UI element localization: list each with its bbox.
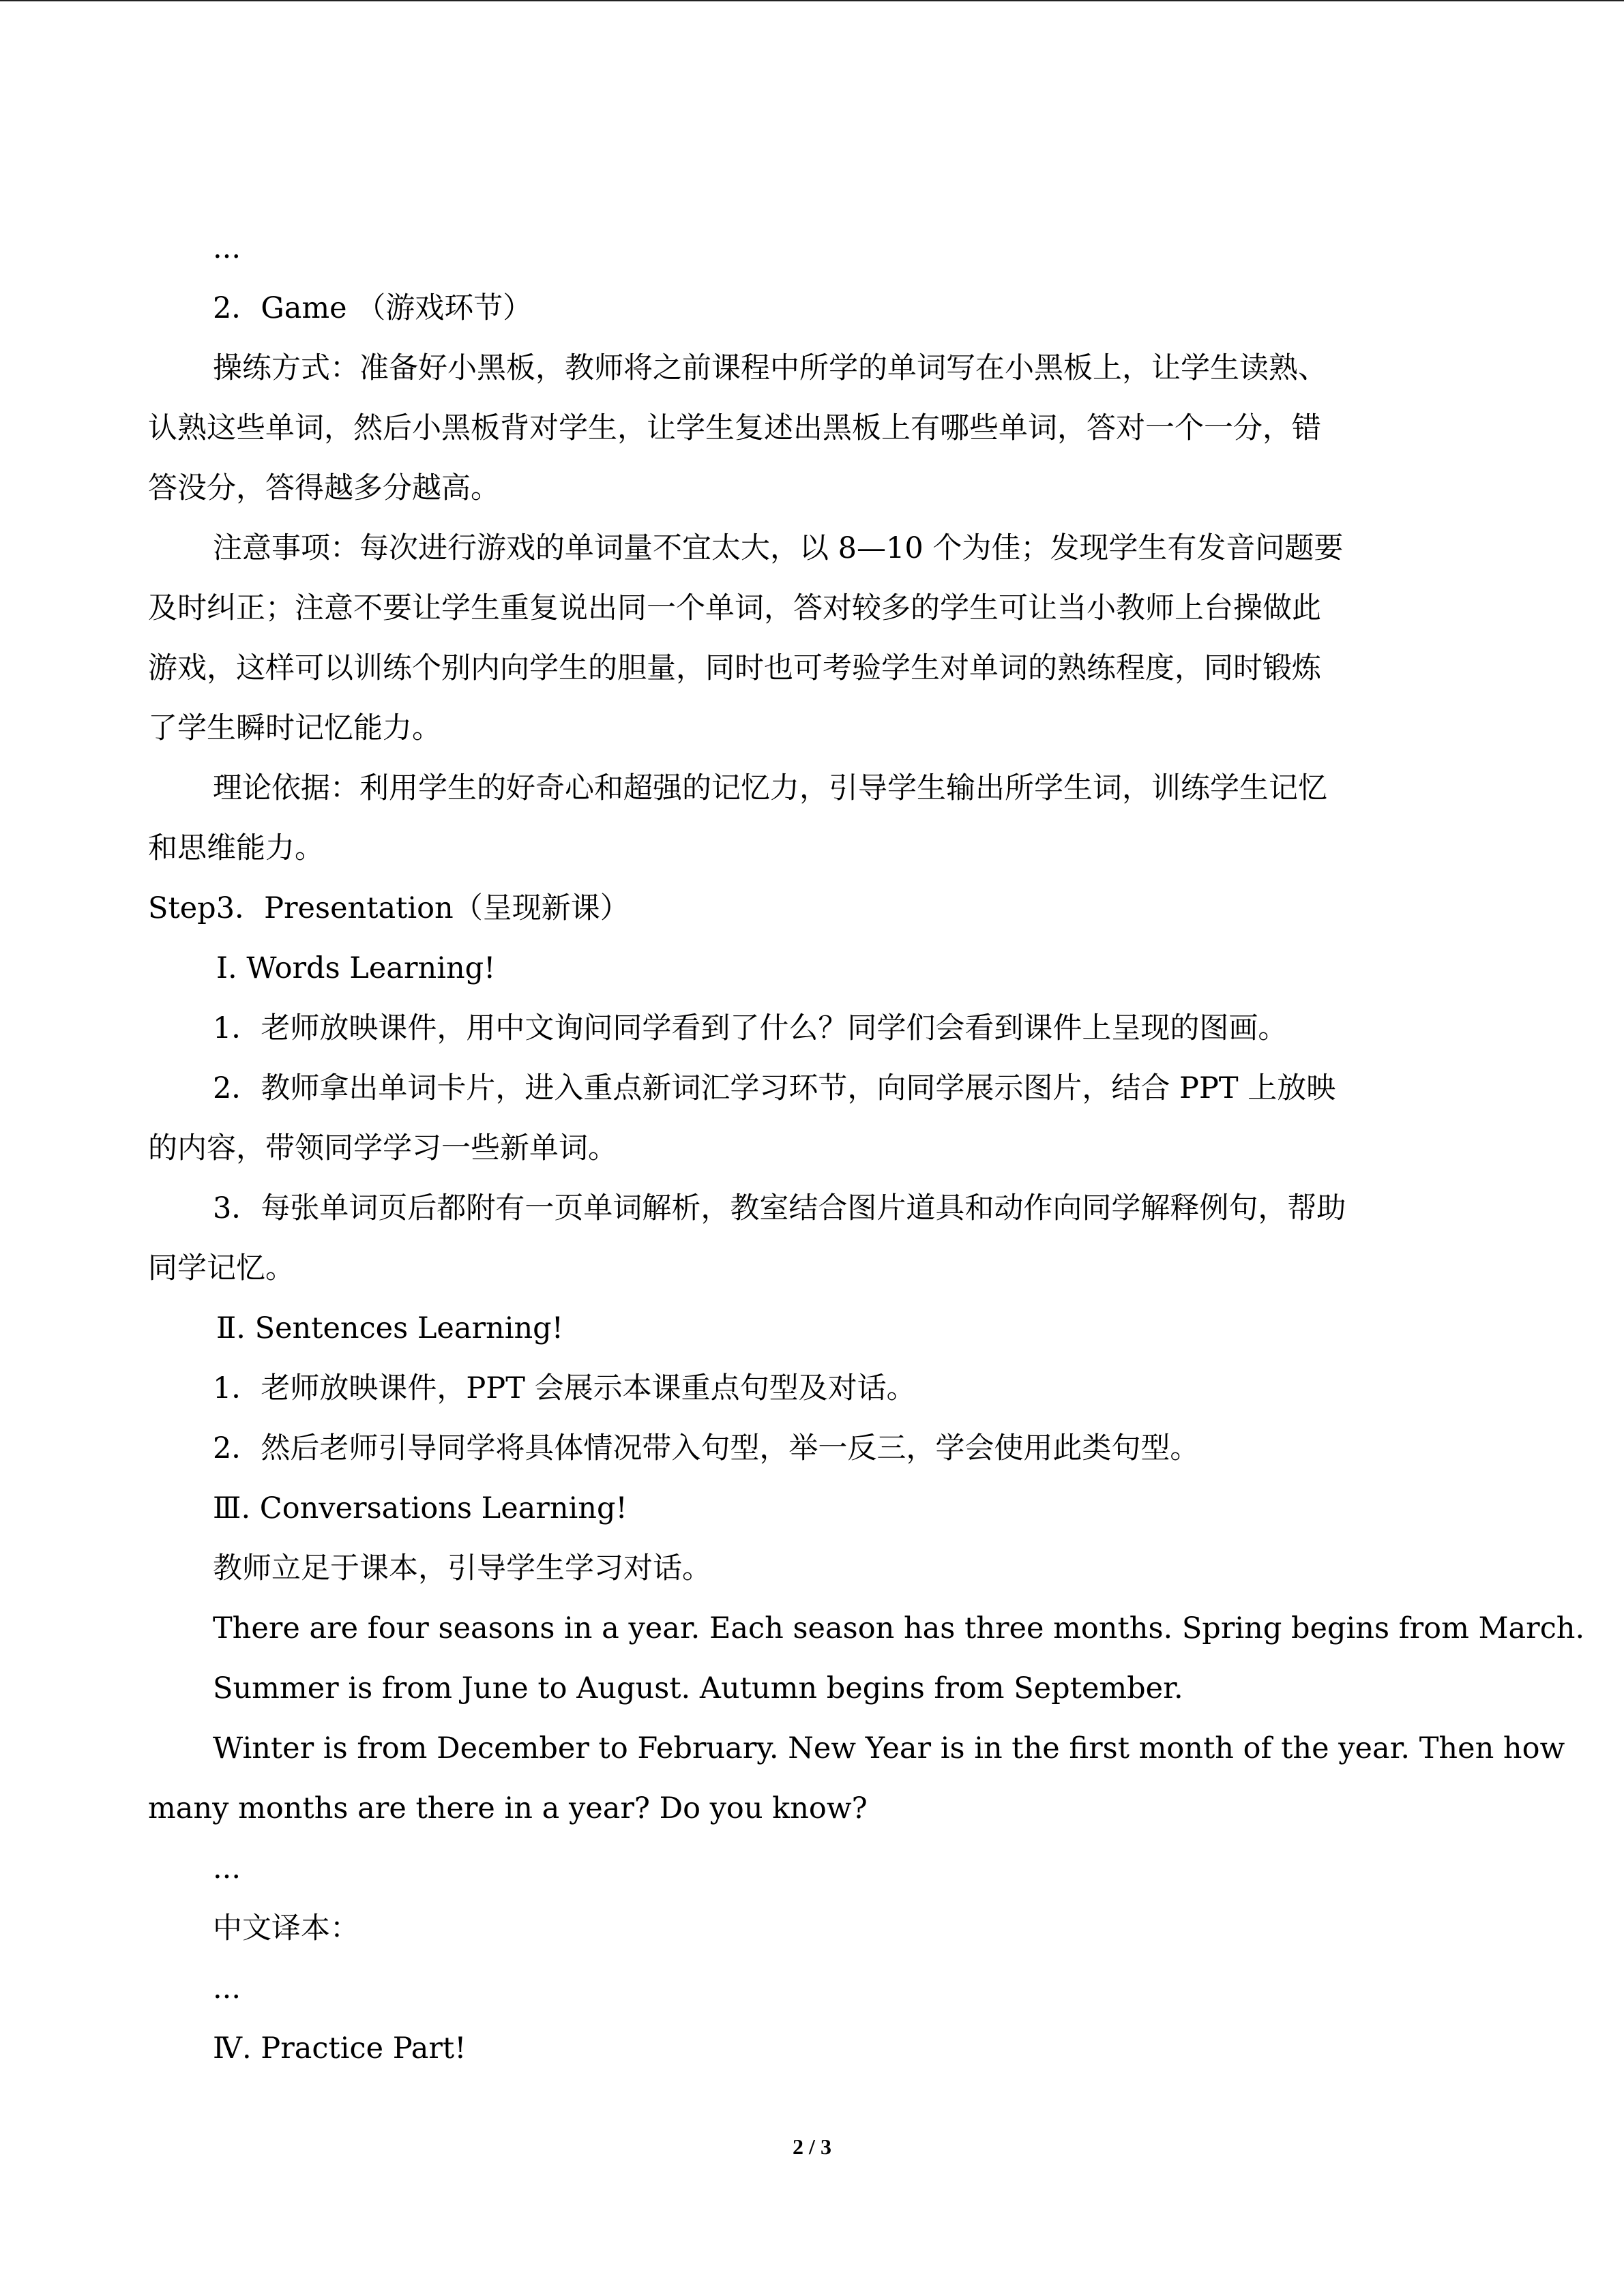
paragraph-line: 操练方式：准备好小黑板，教师将之前课程中所学的单词写在小黑板上，让学生读熟、 — [213, 351, 1327, 385]
list-item-continuation: 同学记忆。 — [148, 1251, 295, 1285]
list-item: 2．然后老师引导同学将具体情况带入句型，举一反三，学会使用此类句型。 — [213, 1431, 1200, 1465]
paragraph-line: 了学生瞬时记忆能力。 — [148, 711, 441, 745]
page-number: 2 / 3 — [793, 2134, 831, 2159]
paragraph-line: 认熟这些单词，然后小黑板背对学生，让学生复述出黑板上有哪些单词，答对一个一分，错 — [148, 411, 1321, 445]
list-item: 2．教师拿出单词卡片，进入重点新词汇学习环节，向同学展示图片，结合 PPT 上放映 — [213, 1071, 1336, 1105]
step-heading: Step3．Presentation（呈现新课） — [148, 891, 630, 925]
page-top-border — [0, 0, 1624, 1]
translation-label: 中文译本： — [213, 1911, 359, 1945]
english-text-line: Winter is from December to February. New Year is in the first month of the year. Then how — [213, 1731, 1565, 1765]
paragraph-line: 答没分，答得越多分越高。 — [148, 471, 500, 505]
english-text-line: many months are there in a year? Do you know? — [148, 1791, 868, 1825]
paragraph-line: 教师立足于课本，引导学生学习对话。 — [213, 1551, 711, 1585]
document-body — [148, 218, 1585, 2078]
ellipsis-line: ... — [213, 231, 241, 265]
paragraph-line: 游戏，这样可以训练个别内向学生的胆量，同时也可考验学生对单词的熟练程度，同时锻炼 — [148, 651, 1321, 685]
english-text-line: There are four seasons in a year. Each season has three months. Spring begins from March. — [213, 1611, 1585, 1645]
english-text-line: Summer is from June to August. Autumn begins from September. — [213, 1671, 1183, 1705]
paragraph-line: 及时纠正；注意不要让学生重复说出同一个单词，答对较多的学生可让当小教师上台操做此 — [148, 591, 1321, 625]
list-item: 1．老师放映课件，PPT 会展示本课重点句型及对话。 — [213, 1371, 916, 1405]
list-item: 1．老师放映课件，用中文询问同学看到了什么？同学们会看到课件上呈现的图画。 — [213, 1011, 1288, 1045]
paragraph-line: 和思维能力。 — [148, 831, 324, 865]
section-heading-game: 2．Game （游戏环节） — [213, 291, 533, 325]
subsection-heading-words: Ⅰ. Words Learning! — [216, 951, 496, 985]
list-item: 3．每张单词页后都附有一页单词解析，教室结合图片道具和动作向同学解释例句，帮助 — [213, 1191, 1346, 1225]
list-item-continuation: 的内容，带领同学学习一些新单词。 — [148, 1131, 617, 1165]
subsection-heading-conversations: Ⅲ. Conversations Learning! — [213, 1491, 628, 1525]
ellipsis-line: ... — [213, 1851, 241, 1885]
paragraph-line: 注意事项：每次进行游戏的单词量不宜太大，以 8—10 个为佳；发现学生有发音问题要 — [213, 531, 1344, 565]
subsection-heading-practice: Ⅳ. Practice Part! — [213, 2031, 467, 2066]
subsection-heading-sentences: Ⅱ. Sentences Learning! — [216, 1311, 563, 1345]
paragraph-line: 理论依据：利用学生的好奇心和超强的记忆力，引导学生输出所学生词，训练学生记忆 — [213, 771, 1327, 805]
ellipsis-line: ... — [213, 1971, 241, 2006]
